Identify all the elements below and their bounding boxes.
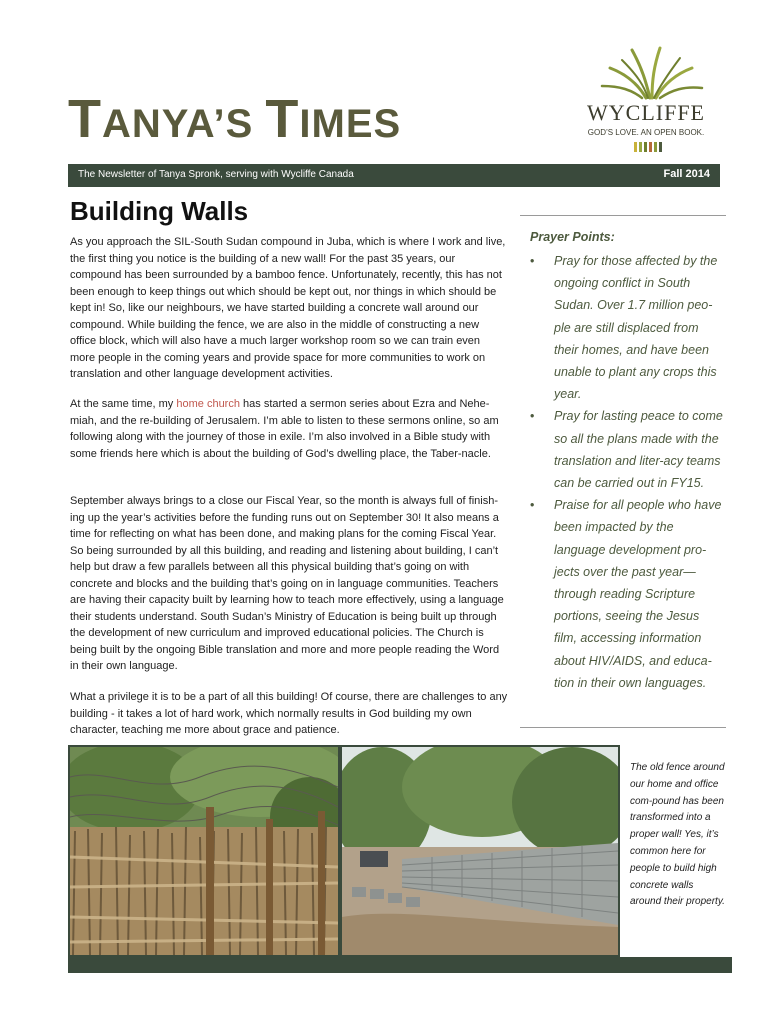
bullet-icon: • <box>530 498 535 513</box>
prayer-point-text: Pray for those affected by the ongoing conflict in South Sudan. Over 1.7 million peo-ple are still displaced from their homes, and have been unable to plant any crops this year. <box>554 254 718 402</box>
title-rest-1: ANYA <box>102 102 214 146</box>
logo-tagline: GOD’S LOVE. AN OPEN BOOK. <box>587 128 705 137</box>
article-paragraph-1: As you approach the SIL-South Sudan compound in Juba, which is where I work and live, the first thing you notice is the building of a new wall! For the past 35 years, our compound has been surrounded by a bamboo fence. Unfortunately, recently, this has not been enough to keep things out which should be kept out, nor things in which should be kept in! So, like our neighbours, we have started building a concrete wall around our compound. While building the fence, we are also in the middle of constructing a new office block, which will also have a much larger workshop room so we can train even more people in the coming years and provide space for more communities to work on translation and other language development activities. <box>70 236 506 380</box>
bullet-icon: • <box>530 254 535 268</box>
prayer-point-item <box>528 405 724 494</box>
article-paragraph-4: What a privilege it is to be a part of all this building! Of course, there are challenges to any building - it takes a lot of hard work, which normally results in God building my own character, teaching me more about grace and patience. <box>70 691 508 736</box>
article-paragraph-3: September always brings to a close our Fiscal Year, so the month is always full of finish-ing up the year’s activities before the funding runs out on September 30! It also means a time for reflecting on what has been done, and making plans for the coming Fiscal Year. So being surrounded by all this building, and reading and listening about building, I can’t help but draw a few parallels between all this physical building that’s going on with concrete and blocks and the building that’s going on in language communities. Teachers are having their capacity built by learning how to teach more effectively, using a language their students understand. South Sudan’s Ministry of Education is being built up through the development of new curriculum and improved educational policies. The Church is being built by the ongoing Bible translation and more and more people reading the Word in their own language. <box>70 495 504 672</box>
prayer-points-list <box>528 250 724 694</box>
prayer-point-text: Praise for all people who have been impacted by the language development pro-jects over the past year—through reading Scripture portions, seeing the Jesus film, accessing information about HIV/AIDS, and educa-tion in their own languages. <box>554 498 722 690</box>
prayer-point-text: Pray for lasting peace to come so all the plans made with the translation and liter-acy teams can be carried out in FY15. <box>554 409 723 491</box>
logo-bars-icon <box>634 142 662 152</box>
title-rest-2: IMES <box>299 102 402 146</box>
bullet-icon: • <box>530 409 535 424</box>
paragraph-2-end: has started a sermon series about Ezra and Nehe-miah, and the re-building of Jerusalem. I’m able to listen to these sermons online, so am following along with the journey of those in exile. I’m also involved in a Bible study with some friends here which is about the building of God’s dwelling place, the Taber-nacle. <box>70 398 499 460</box>
article-paragraph-2 <box>70 396 508 462</box>
title-apostrophe: ’ <box>213 102 226 146</box>
newsletter-subtitle: The Newsletter of Tanya Spronk, serving with Wycliffe Canada <box>78 169 354 180</box>
sidebar-top-divider <box>520 215 726 216</box>
concrete-wall-photo <box>342 747 618 955</box>
footer-band <box>68 957 732 973</box>
title-initial-t2: T <box>265 89 300 149</box>
paragraph-2-start: At the same time, my <box>70 398 177 410</box>
prayer-point-item <box>528 494 724 694</box>
prayer-points-heading: Prayer Points: <box>530 230 615 244</box>
logo-wordmark: WYCLIFFE <box>587 100 705 125</box>
home-church-link[interactable]: home church <box>176 398 240 410</box>
prayer-point-item <box>528 250 724 405</box>
newsletter-title <box>68 88 401 150</box>
title-s: S <box>225 102 266 146</box>
title-initial-t: T <box>68 89 102 149</box>
issue-season: Fall 2014 <box>663 168 710 180</box>
article-title: Building Walls <box>70 196 249 226</box>
photo-caption: The old fence around our home and office com-pound has been transformed into a proper wall! Yes, it’s common here for people to build high concrete walls around their property. <box>630 762 725 908</box>
bamboo-fence-photo <box>70 747 338 955</box>
header-band <box>68 164 720 187</box>
sidebar-bottom-divider <box>520 727 726 728</box>
